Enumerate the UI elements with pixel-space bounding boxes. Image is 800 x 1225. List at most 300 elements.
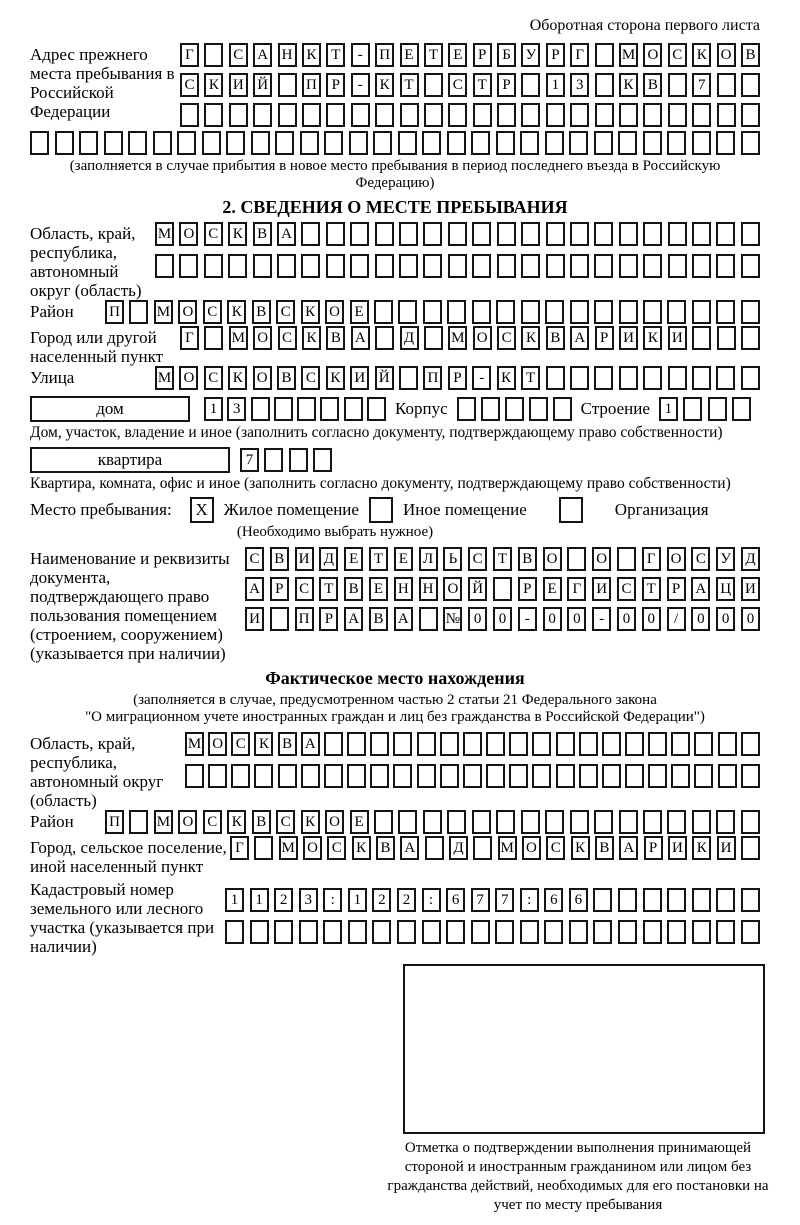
char-cell[interactable]	[472, 254, 491, 278]
char-cell[interactable]: -	[518, 607, 537, 631]
char-cell[interactable]	[495, 920, 514, 944]
char-cell[interactable]	[692, 920, 711, 944]
apartment-type-box[interactable]: квартира	[30, 447, 230, 473]
char-cell[interactable]	[570, 366, 589, 390]
char-cell[interactable]	[741, 254, 760, 278]
char-cell[interactable]	[393, 764, 412, 788]
char-cell[interactable]	[226, 131, 245, 155]
char-cell[interactable]	[326, 254, 345, 278]
char-cell[interactable]	[326, 222, 345, 246]
char-cell[interactable]	[424, 326, 443, 350]
char-cell[interactable]	[264, 448, 283, 472]
char-cell[interactable]: О	[473, 326, 492, 350]
char-cell[interactable]: :	[422, 888, 441, 912]
char-cell[interactable]	[493, 577, 512, 601]
char-cell[interactable]	[741, 103, 760, 127]
char-cell[interactable]	[570, 103, 589, 127]
char-cell[interactable]	[546, 366, 565, 390]
char-cell[interactable]	[274, 397, 293, 421]
char-cell[interactable]: -	[592, 607, 611, 631]
char-cell[interactable]	[496, 300, 515, 324]
char-cell[interactable]	[569, 131, 588, 155]
char-cell[interactable]: И	[295, 547, 314, 571]
char-cell[interactable]: Г	[567, 577, 586, 601]
char-cell[interactable]	[521, 300, 540, 324]
char-cell[interactable]: О	[325, 300, 344, 324]
char-cell[interactable]	[521, 222, 540, 246]
char-cell[interactable]	[692, 254, 711, 278]
char-cell[interactable]: М	[155, 222, 174, 246]
char-cell[interactable]: Й	[468, 577, 487, 601]
char-cell[interactable]: Г	[180, 43, 199, 67]
char-cell[interactable]	[350, 254, 369, 278]
char-cell[interactable]	[643, 888, 662, 912]
char-cell[interactable]: П	[302, 73, 321, 97]
char-cell[interactable]	[313, 448, 332, 472]
char-cell[interactable]	[155, 254, 174, 278]
char-cell[interactable]	[367, 397, 386, 421]
char-cell[interactable]: 7	[495, 888, 514, 912]
char-cell[interactable]: К	[352, 836, 371, 860]
char-cell[interactable]: М	[448, 326, 467, 350]
char-cell[interactable]: О	[443, 577, 462, 601]
char-cell[interactable]	[741, 764, 760, 788]
char-cell[interactable]	[667, 888, 686, 912]
char-cell[interactable]	[497, 222, 516, 246]
char-cell[interactable]: С	[327, 836, 346, 860]
char-cell[interactable]: А	[400, 836, 419, 860]
char-cell[interactable]	[717, 326, 736, 350]
char-cell[interactable]	[716, 810, 735, 834]
char-cell[interactable]: 7	[471, 888, 490, 912]
char-cell[interactable]: С	[668, 43, 687, 67]
char-cell[interactable]	[370, 764, 389, 788]
char-cell[interactable]	[692, 326, 711, 350]
char-cell[interactable]: О	[667, 547, 686, 571]
char-cell[interactable]: В	[369, 607, 388, 631]
char-cell[interactable]	[625, 764, 644, 788]
char-cell[interactable]: -	[351, 43, 370, 67]
checkbox-other-premises[interactable]	[369, 497, 393, 523]
char-cell[interactable]: И	[245, 607, 264, 631]
char-cell[interactable]: Г	[642, 547, 661, 571]
char-cell[interactable]	[496, 131, 515, 155]
char-cell[interactable]: И	[741, 577, 760, 601]
char-cell[interactable]: 3	[299, 888, 318, 912]
char-cell[interactable]	[668, 103, 687, 127]
char-cell[interactable]	[251, 397, 270, 421]
char-cell[interactable]	[324, 732, 343, 756]
char-cell[interactable]	[741, 300, 760, 324]
char-cell[interactable]	[643, 810, 662, 834]
char-cell[interactable]	[463, 732, 482, 756]
char-cell[interactable]	[602, 764, 621, 788]
char-cell[interactable]	[579, 732, 598, 756]
char-cell[interactable]	[374, 300, 393, 324]
char-cell[interactable]: А	[351, 326, 370, 350]
char-cell[interactable]: С	[204, 366, 223, 390]
char-cell[interactable]: К	[302, 326, 321, 350]
char-cell[interactable]: 0	[716, 607, 735, 631]
char-cell[interactable]	[300, 131, 319, 155]
char-cell[interactable]	[177, 131, 196, 155]
char-cell[interactable]	[643, 131, 662, 155]
char-cell[interactable]: Ь	[443, 547, 462, 571]
char-cell[interactable]: О	[303, 836, 322, 860]
char-cell[interactable]: /	[667, 607, 686, 631]
char-cell[interactable]	[694, 764, 713, 788]
char-cell[interactable]: М	[154, 300, 173, 324]
char-cell[interactable]	[648, 732, 667, 756]
char-cell[interactable]	[643, 222, 662, 246]
char-cell[interactable]	[692, 366, 711, 390]
char-cell[interactable]	[520, 131, 539, 155]
char-cell[interactable]: К	[326, 366, 345, 390]
char-cell[interactable]	[253, 254, 272, 278]
char-cell[interactable]: Р	[644, 836, 663, 860]
char-cell[interactable]: 1	[659, 397, 678, 421]
char-cell[interactable]: О	[179, 366, 198, 390]
char-cell[interactable]: Д	[400, 326, 419, 350]
char-cell[interactable]: Т	[493, 547, 512, 571]
char-cell[interactable]	[347, 764, 366, 788]
char-cell[interactable]: С	[180, 73, 199, 97]
char-cell[interactable]	[509, 732, 528, 756]
char-cell[interactable]: Н	[278, 43, 297, 67]
char-cell[interactable]	[423, 810, 442, 834]
char-cell[interactable]: С	[203, 300, 222, 324]
char-cell[interactable]	[324, 131, 343, 155]
char-cell[interactable]	[185, 764, 204, 788]
char-cell[interactable]	[671, 764, 690, 788]
char-cell[interactable]	[278, 103, 297, 127]
char-cell[interactable]	[302, 103, 321, 127]
char-cell[interactable]: Д	[319, 547, 338, 571]
char-cell[interactable]	[619, 810, 638, 834]
char-cell[interactable]	[505, 397, 524, 421]
char-cell[interactable]: В	[277, 366, 296, 390]
char-cell[interactable]	[350, 222, 369, 246]
char-cell[interactable]	[671, 732, 690, 756]
char-cell[interactable]	[545, 300, 564, 324]
char-cell[interactable]: Р	[518, 577, 537, 601]
char-cell[interactable]	[251, 131, 270, 155]
char-cell[interactable]	[208, 764, 227, 788]
char-cell[interactable]	[546, 103, 565, 127]
char-cell[interactable]: Р	[319, 607, 338, 631]
char-cell[interactable]	[741, 222, 760, 246]
char-cell[interactable]	[472, 222, 491, 246]
char-cell[interactable]: К	[375, 73, 394, 97]
char-cell[interactable]	[423, 300, 442, 324]
char-cell[interactable]: К	[301, 300, 320, 324]
char-cell[interactable]: 2	[397, 888, 416, 912]
char-cell[interactable]	[278, 764, 297, 788]
char-cell[interactable]: 6	[544, 888, 563, 912]
char-cell[interactable]: О	[592, 547, 611, 571]
char-cell[interactable]: Т	[642, 577, 661, 601]
char-cell[interactable]: К	[302, 43, 321, 67]
char-cell[interactable]	[570, 300, 589, 324]
char-cell[interactable]: О	[178, 810, 197, 834]
char-cell[interactable]	[618, 888, 637, 912]
char-cell[interactable]: Е	[350, 300, 369, 324]
char-cell[interactable]	[270, 607, 289, 631]
char-cell[interactable]	[545, 131, 564, 155]
char-cell[interactable]: С	[448, 73, 467, 97]
char-cell[interactable]	[204, 103, 223, 127]
char-cell[interactable]	[153, 131, 172, 155]
char-cell[interactable]	[399, 366, 418, 390]
char-cell[interactable]: С	[691, 547, 710, 571]
char-cell[interactable]: О	[253, 366, 272, 390]
char-cell[interactable]	[289, 448, 308, 472]
char-cell[interactable]	[486, 764, 505, 788]
char-cell[interactable]	[741, 836, 760, 860]
char-cell[interactable]	[180, 103, 199, 127]
checkbox-organization[interactable]	[559, 497, 583, 523]
char-cell[interactable]: Е	[350, 810, 369, 834]
char-cell[interactable]	[297, 397, 316, 421]
char-cell[interactable]: С	[295, 577, 314, 601]
char-cell[interactable]	[521, 810, 540, 834]
char-cell[interactable]	[593, 888, 612, 912]
char-cell[interactable]	[595, 43, 614, 67]
char-cell[interactable]	[569, 920, 588, 944]
char-cell[interactable]	[619, 254, 638, 278]
char-cell[interactable]	[375, 103, 394, 127]
char-cell[interactable]: Т	[473, 73, 492, 97]
char-cell[interactable]: В	[278, 732, 297, 756]
char-cell[interactable]	[602, 732, 621, 756]
char-cell[interactable]: 0	[617, 607, 636, 631]
char-cell[interactable]	[718, 764, 737, 788]
char-cell[interactable]: В	[518, 547, 537, 571]
char-cell[interactable]	[694, 732, 713, 756]
char-cell[interactable]: К	[692, 836, 711, 860]
char-cell[interactable]	[471, 920, 490, 944]
char-cell[interactable]: 2	[372, 888, 391, 912]
char-cell[interactable]	[424, 73, 443, 97]
char-cell[interactable]: 7	[240, 448, 259, 472]
char-cell[interactable]	[79, 131, 98, 155]
char-cell[interactable]	[399, 222, 418, 246]
char-cell[interactable]: А	[570, 326, 589, 350]
char-cell[interactable]	[440, 732, 459, 756]
char-cell[interactable]: С	[203, 810, 222, 834]
char-cell[interactable]: Б	[497, 43, 516, 67]
char-cell[interactable]: Е	[543, 577, 562, 601]
char-cell[interactable]: Н	[419, 577, 438, 601]
char-cell[interactable]: А	[301, 732, 320, 756]
char-cell[interactable]	[619, 103, 638, 127]
house-type-box[interactable]: дом	[30, 396, 190, 422]
char-cell[interactable]: Р	[595, 326, 614, 350]
char-cell[interactable]	[668, 366, 687, 390]
char-cell[interactable]: П	[423, 366, 442, 390]
char-cell[interactable]	[619, 222, 638, 246]
char-cell[interactable]: С	[546, 836, 565, 860]
char-cell[interactable]: С	[276, 810, 295, 834]
char-cell[interactable]	[299, 920, 318, 944]
char-cell[interactable]	[320, 397, 339, 421]
char-cell[interactable]	[546, 222, 565, 246]
char-cell[interactable]: Т	[400, 73, 419, 97]
char-cell[interactable]: 0	[741, 607, 760, 631]
char-cell[interactable]	[228, 254, 247, 278]
char-cell[interactable]: М	[619, 43, 638, 67]
char-cell[interactable]: Г	[230, 836, 249, 860]
char-cell[interactable]	[326, 103, 345, 127]
char-cell[interactable]: К	[692, 43, 711, 67]
char-cell[interactable]	[594, 222, 613, 246]
char-cell[interactable]	[668, 73, 687, 97]
char-cell[interactable]	[375, 222, 394, 246]
char-cell[interactable]	[374, 810, 393, 834]
char-cell[interactable]: О	[178, 300, 197, 324]
char-cell[interactable]: И	[717, 836, 736, 860]
char-cell[interactable]: В	[376, 836, 395, 860]
char-cell[interactable]	[648, 764, 667, 788]
char-cell[interactable]	[692, 888, 711, 912]
char-cell[interactable]: К	[619, 73, 638, 97]
char-cell[interactable]	[448, 254, 467, 278]
char-cell[interactable]	[370, 732, 389, 756]
char-cell[interactable]: П	[105, 810, 124, 834]
char-cell[interactable]: К	[228, 366, 247, 390]
char-cell[interactable]	[718, 732, 737, 756]
char-cell[interactable]	[594, 366, 613, 390]
char-cell[interactable]	[668, 254, 687, 278]
char-cell[interactable]: О	[325, 810, 344, 834]
char-cell[interactable]: Е	[448, 43, 467, 67]
char-cell[interactable]	[692, 300, 711, 324]
char-cell[interactable]	[301, 764, 320, 788]
char-cell[interactable]: К	[228, 222, 247, 246]
char-cell[interactable]	[521, 254, 540, 278]
char-cell[interactable]	[496, 810, 515, 834]
char-cell[interactable]	[667, 300, 686, 324]
char-cell[interactable]: Г	[570, 43, 589, 67]
char-cell[interactable]: Р	[667, 577, 686, 601]
char-cell[interactable]	[618, 131, 637, 155]
char-cell[interactable]	[532, 764, 551, 788]
char-cell[interactable]	[424, 103, 443, 127]
char-cell[interactable]: :	[520, 888, 539, 912]
char-cell[interactable]: О	[543, 547, 562, 571]
char-cell[interactable]	[618, 920, 637, 944]
char-cell[interactable]	[570, 222, 589, 246]
char-cell[interactable]	[481, 397, 500, 421]
char-cell[interactable]	[448, 222, 467, 246]
char-cell[interactable]: :	[323, 888, 342, 912]
char-cell[interactable]: К	[204, 73, 223, 97]
char-cell[interactable]	[716, 920, 735, 944]
char-cell[interactable]: Е	[400, 43, 419, 67]
char-cell[interactable]: Е	[369, 577, 388, 601]
char-cell[interactable]	[417, 764, 436, 788]
char-cell[interactable]: 1	[250, 888, 269, 912]
char-cell[interactable]	[546, 254, 565, 278]
char-cell[interactable]: П	[105, 300, 124, 324]
char-cell[interactable]: -	[351, 73, 370, 97]
char-cell[interactable]	[472, 810, 491, 834]
char-cell[interactable]	[372, 920, 391, 944]
char-cell[interactable]: 0	[543, 607, 562, 631]
char-cell[interactable]: М	[185, 732, 204, 756]
char-cell[interactable]: И	[619, 326, 638, 350]
char-cell[interactable]: А	[253, 43, 272, 67]
char-cell[interactable]: Р	[326, 73, 345, 97]
char-cell[interactable]	[544, 920, 563, 944]
char-cell[interactable]: К	[571, 836, 590, 860]
char-cell[interactable]: К	[227, 300, 246, 324]
char-cell[interactable]	[708, 397, 727, 421]
char-cell[interactable]	[741, 73, 760, 97]
char-cell[interactable]: 7	[692, 73, 711, 97]
char-cell[interactable]: С	[278, 326, 297, 350]
char-cell[interactable]: 6	[569, 888, 588, 912]
char-cell[interactable]	[250, 920, 269, 944]
char-cell[interactable]: К	[497, 366, 516, 390]
char-cell[interactable]	[716, 131, 735, 155]
char-cell[interactable]: Г	[180, 326, 199, 350]
char-cell[interactable]	[324, 764, 343, 788]
char-cell[interactable]	[741, 888, 760, 912]
char-cell[interactable]	[667, 920, 686, 944]
char-cell[interactable]	[229, 103, 248, 127]
char-cell[interactable]: К	[643, 326, 662, 350]
char-cell[interactable]	[486, 732, 505, 756]
char-cell[interactable]: А	[245, 577, 264, 601]
char-cell[interactable]	[398, 131, 417, 155]
char-cell[interactable]: О	[253, 326, 272, 350]
char-cell[interactable]: -	[472, 366, 491, 390]
char-cell[interactable]: В	[595, 836, 614, 860]
char-cell[interactable]: О	[179, 222, 198, 246]
char-cell[interactable]: В	[741, 43, 760, 67]
char-cell[interactable]	[323, 920, 342, 944]
char-cell[interactable]: 6	[446, 888, 465, 912]
char-cell[interactable]: Р	[448, 366, 467, 390]
char-cell[interactable]	[667, 131, 686, 155]
char-cell[interactable]	[128, 131, 147, 155]
char-cell[interactable]: К	[301, 810, 320, 834]
char-cell[interactable]: П	[295, 607, 314, 631]
char-cell[interactable]	[204, 43, 223, 67]
char-cell[interactable]: П	[375, 43, 394, 67]
char-cell[interactable]	[373, 131, 392, 155]
char-cell[interactable]	[692, 810, 711, 834]
char-cell[interactable]: Й	[375, 366, 394, 390]
char-cell[interactable]	[348, 920, 367, 944]
char-cell[interactable]	[422, 920, 441, 944]
char-cell[interactable]: В	[252, 300, 271, 324]
char-cell[interactable]: Л	[419, 547, 438, 571]
char-cell[interactable]	[716, 300, 735, 324]
char-cell[interactable]	[643, 103, 662, 127]
char-cell[interactable]	[741, 920, 760, 944]
char-cell[interactable]	[595, 103, 614, 127]
char-cell[interactable]: О	[522, 836, 541, 860]
char-cell[interactable]	[567, 547, 586, 571]
char-cell[interactable]	[347, 732, 366, 756]
char-cell[interactable]	[398, 300, 417, 324]
char-cell[interactable]	[225, 920, 244, 944]
char-cell[interactable]: 0	[468, 607, 487, 631]
char-cell[interactable]	[471, 131, 490, 155]
char-cell[interactable]: Т	[326, 43, 345, 67]
